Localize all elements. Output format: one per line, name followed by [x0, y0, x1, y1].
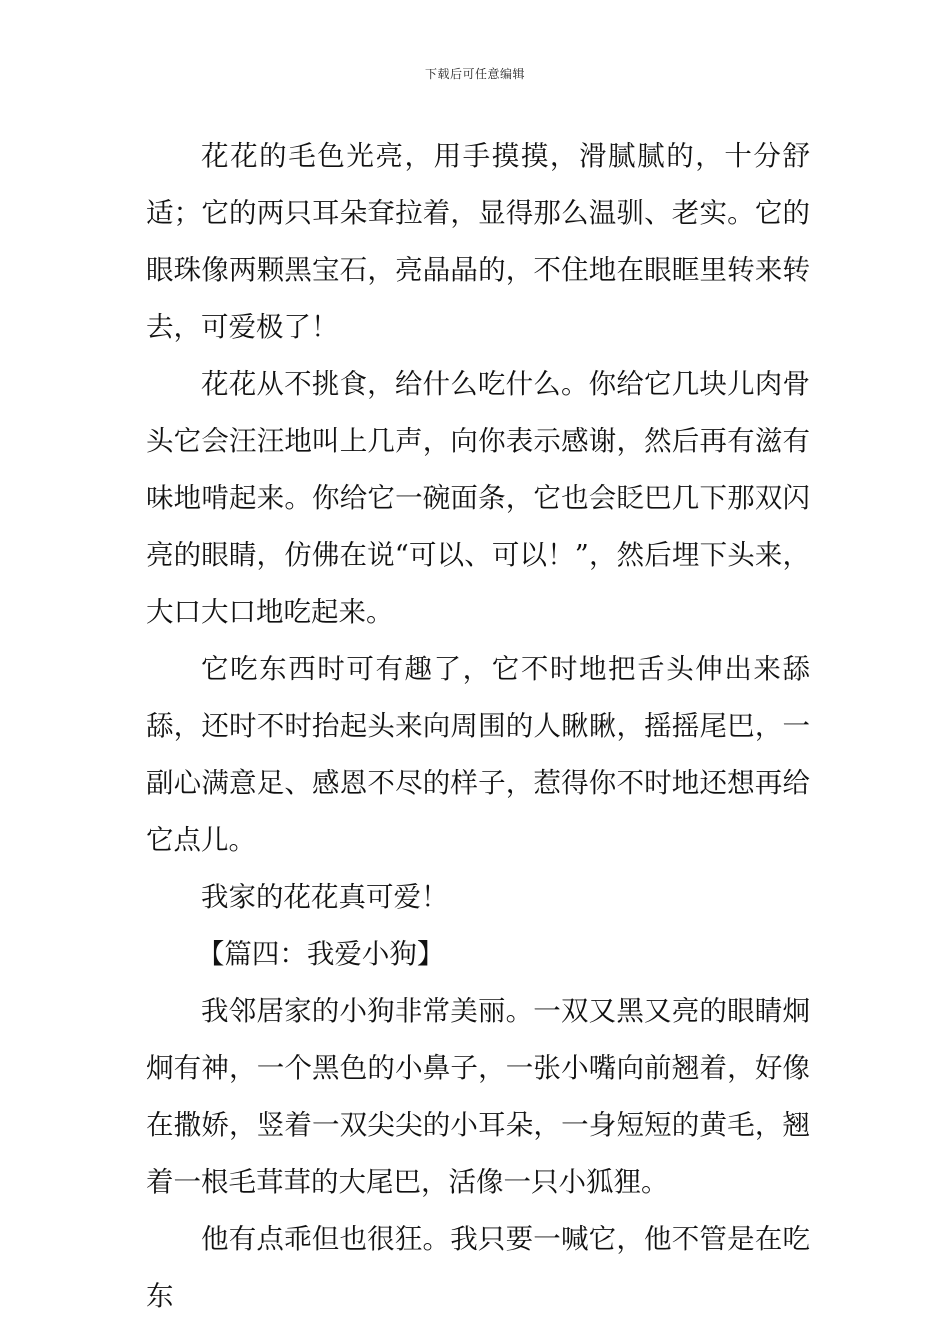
- paragraph-fur-and-eyes: 花花的毛色光亮，用手摸摸，滑腻腻的，十分舒适；它的两只耳朵耷拉着，显得那么温驯、老实。它的眼珠像两颗黑宝石，亮晶晶的，不住地在眼眶里转来转去，可爱极了！: [146, 140, 810, 343]
- paragraph-eating-behavior: 它吃东西时可有趣了，它不时地把舌头伸出来舔舔，还时不时抬起头来向周围的人瞅瞅，摇摇尾巴，一副心满意足、感恩不尽的样子，惹得你不时地还想再给它点儿。: [146, 653, 810, 856]
- document-body: [146, 128, 810, 1325]
- paragraph-eating-habits: 花花从不挑食，给什么吃什么。你给它几块儿肉骨头它会汪汪地叫上几声，向你表示感谢，然后再有滋有味地啃起来。你给它一碗面条，它也会眨巴几下那双闪亮的眼睛，仿佛在说“可以、可以！”，然后埋下头来，大口大口地吃起来。: [146, 368, 810, 628]
- paragraph-dog-temperament: 他有点乖但也很狂。我只要一喊它，他不管是在吃东: [146, 1223, 810, 1312]
- page-header-note: 下载后可任意编辑: [424, 67, 525, 81]
- paragraph-neighbor-dog: 我邻居家的小狗非常美丽。一双又黑又亮的眼睛炯炯有神，一个黑色的小鼻子，一张小嘴向前翘着，好像在撒娇，竖着一双尖尖的小耳朵，一身短短的黄毛，翘着一根毛茸茸的大尾巴，活像一只小狐狸。: [146, 995, 810, 1198]
- section-heading: 【篇四：我爱小狗】: [196, 938, 445, 970]
- paragraph-conclusion: 我家的花花真可爱！: [201, 881, 449, 913]
